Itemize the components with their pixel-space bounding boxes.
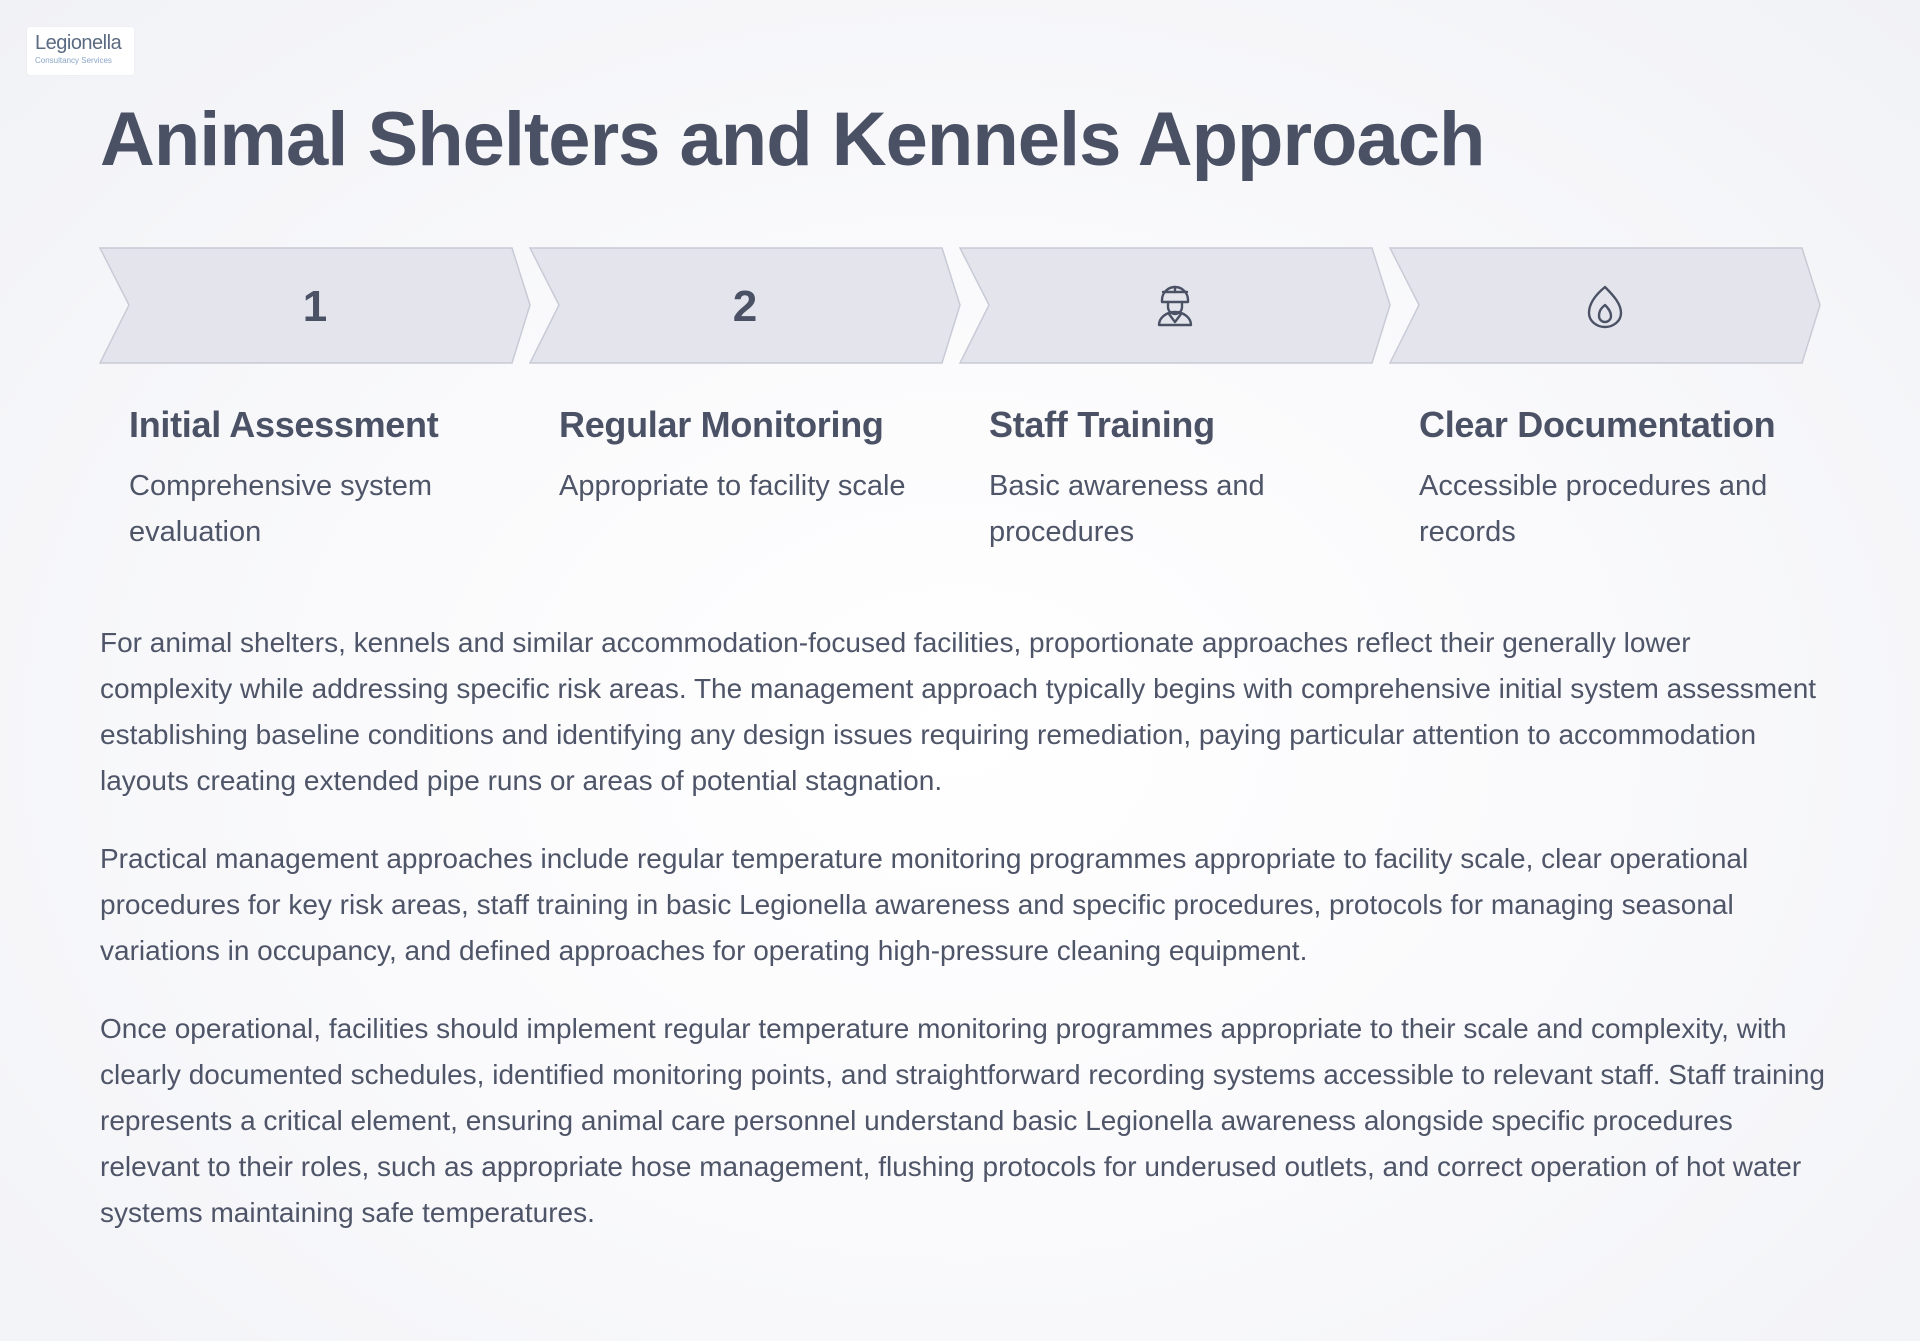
process-steps (0, 0, 1920, 380)
step-chevron-1 (100, 248, 530, 363)
step-title: Initial Assessment (129, 404, 439, 445)
step-chevron-3 (960, 248, 1390, 363)
page-title: Animal Shelters and Kennels Approach (100, 97, 1485, 182)
step-label-1 (129, 404, 519, 555)
paragraph: For animal shelters, kennels and similar accommodation-focused facilities, proportionate approaches reflect their generally lower complexity while addressing specific risk areas. The management approach typically begins with comprehensive initial system assessment establishing baseline conditions and identifying any design issues requiring remediation, paying particular attention to accommodation layouts creating extended pipe runs or areas of potential stagnation. (100, 627, 1817, 796)
logo-wordmark: Legionella (35, 32, 122, 54)
step-title: Staff Training (989, 404, 1215, 445)
step-chevron-2 (530, 248, 960, 363)
step-label-2 (559, 404, 949, 509)
step-title: Clear Documentation (1419, 404, 1776, 445)
step-description: Appropriate to facility scale (559, 470, 906, 502)
logo-subtitle: Consultancy Services (35, 56, 112, 65)
step-number-2: 2 (732, 282, 758, 331)
step-label-3 (989, 404, 1379, 555)
step-number-1: 1 (302, 282, 328, 331)
step-chevron-4 (1390, 248, 1820, 363)
paragraph: Practical management approaches include regular temperature monitoring programmes appropriate to facility scale, clear operational procedures for key risk areas, staff training in basic Legionella awareness and specific procedures, protocols for managing seasonal variations in occupancy, and defined approaches for operating high-pressure cleaning equipment. (100, 843, 1749, 966)
paragraph: Once operational, facilities should implement regular temperature monitoring programmes appropriate to their scale and complexity, with clearly documented schedules, identified monitoring points, and straightforward recording systems accessible to relevant staff. Staff training represents a critical element, ensuring animal care personnel understand basic Legionella awareness alongside specific procedures relevant to their roles, such as appropriate hose management, flushing protocols for underused outlets, and correct operation of hot water systems maintaining safe temperatures. (100, 1013, 1825, 1228)
step-description: Accessible procedures and records (1419, 470, 1768, 548)
step-title: Regular Monitoring (559, 404, 884, 445)
body-text (100, 620, 1830, 1268)
step-label-4 (1419, 404, 1809, 555)
step-description: Basic awareness and procedures (989, 470, 1265, 548)
step-description: Comprehensive system evaluation (129, 470, 432, 548)
